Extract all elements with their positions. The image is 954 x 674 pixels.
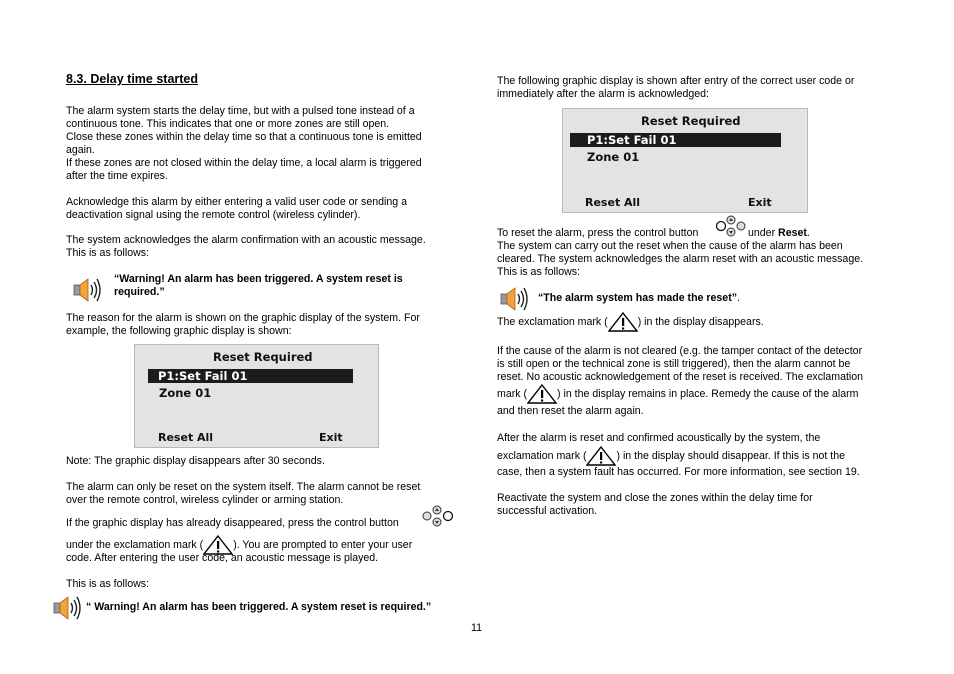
paragraph-display-shown [497,75,854,101]
text-line: This is as follows: [66,247,150,259]
text-fragment: . [806,227,810,239]
paragraph-mark-remains [497,384,859,404]
text-line: example, the following graphic display is shown: [66,325,292,337]
text-line: The alarm can only be reset on the system itself. The alarm cannot be reset [66,481,421,493]
text-line: Reactivate the system and close the zones within the delay time for [497,492,813,504]
text-line: successful activation. [497,505,598,517]
lcd-selected-line: P1:Set Fail 01 [570,133,781,147]
control-button-icon [422,505,454,527]
text-line: cleared. The system acknowledges the alarm reset with an acoustic message. [497,253,864,265]
speaker-icon [499,285,533,313]
paragraph-as-follows: This is as follows: [66,578,150,590]
page-number: 11 [471,622,482,634]
lcd-title: Reset Required [213,350,313,364]
paragraph-user-code: code. After entering the user code, an acoustic message is played. [66,552,379,564]
text-line: The following graphic display is shown after entry of the correct user code or [497,75,855,87]
paragraph-reason [66,312,420,338]
text-fragment: ) in the display should disappear. If this is not the [616,450,845,462]
reset-message [538,292,740,305]
lcd-selected-line: P1:Set Fail 01 [148,369,353,383]
section-heading: 8.3. Delay time started [66,72,199,86]
text-line: If the cause of the alarm is not cleared (e.g. the tamper contact of the detector [497,345,863,357]
warning-message-2: “ Warning! An alarm has been triggered. A system reset is required.” [86,601,432,613]
text-fragment: exclamation mark ( [497,450,587,462]
text-fragment: ). You are prompted to enter your user [233,538,413,551]
paragraph-reset-instruction [497,227,698,240]
paragraph-reactivate [497,492,813,518]
lcd-exit-label: Exit [748,196,772,209]
lcd-zone-line: Zone 01 [159,386,212,400]
paragraph-reset-only [66,481,420,507]
text-line: The system can carry out the reset when the cause of the alarm has been [497,240,843,252]
reset-under-label [748,227,810,240]
note-display-timeout: Note: The graphic display disappears after 30 seconds. [66,455,325,467]
text-line: This is as follows: [497,266,581,278]
text-line: is still open or the technical zone is still triggered), then the alarm cannot be [497,358,851,370]
paragraph-system-fault: case, then a system fault has occurred. For more information, see section 19. [497,466,860,478]
paragraph-delay-intro [66,105,422,183]
exclamation-triangle-icon [586,446,616,466]
text-line: again. [66,144,95,156]
text-line: Close these zones within the delay time so that a continuous tone is emitted [66,131,422,143]
paragraph-acoustic [66,234,426,260]
paragraph-acknowledge [66,196,407,222]
text-line: immediately after the alarm is acknowledged: [497,88,709,100]
lcd-reset-all-label: Reset All [585,196,641,209]
text-line: “Warning! An alarm has been triggered. A system reset is [114,273,403,285]
text-line: The alarm system starts the delay time, but with a pulsed tone instead of a [66,105,415,117]
text-line: continuous tone. This indicates that one or more zones are still open. [66,118,390,130]
text-fragment: . [737,292,740,304]
text-line: If these zones are not closed within the delay time, a local alarm is triggered [66,157,422,169]
paragraph-cause-not-cleared [497,345,863,384]
text-fragment: under [748,227,779,239]
paragraph-after-reset: After the alarm is reset and confirmed acoustically by the system, the [497,432,821,444]
exclamation-triangle-icon [608,312,638,332]
lcd-reset-all-label: Reset All [158,431,214,444]
paragraph-should-disappear [497,446,845,466]
paragraph-reset-cleared [497,240,863,279]
lcd-display [562,108,808,213]
text-fragment: The exclamation mark ( [497,316,608,328]
text-line: required.” [114,286,165,298]
paragraph-display-disappeared: If the graphic display has already disappeared, press the control button [66,517,399,529]
text-fragment: under the exclamation mark ( [66,538,204,551]
text-line: The reason for the alarm is shown on the graphic display of the system. For [66,312,420,324]
text-line: deactivation signal using the remote control (wireless cylinder). [66,209,361,221]
speaker-icon [72,276,106,304]
lcd-display [134,344,379,448]
lcd-title: Reset Required [641,114,741,128]
text-fragment: To reset the alarm, press the control button [497,227,699,239]
text-line: over the remote control, wireless cylinder or arming station. [66,494,344,506]
warning-message-1 [114,273,403,299]
text-fragment: mark ( [497,388,528,400]
text-line: The system acknowledges the alarm confirmation with an acoustic message. [66,234,426,246]
message-text: “The alarm system has made the reset” [538,292,738,304]
text-line: after the time expires. [66,170,168,182]
lcd-exit-label: Exit [319,431,343,444]
exclamation-triangle-icon [527,384,557,404]
paragraph-reset-again: and then reset the alarm again. [497,405,644,417]
lcd-zone-line: Zone 01 [587,150,640,164]
text-line: Acknowledge this alarm by either entering a valid user code or sending a [66,196,407,208]
control-button-icon [716,215,746,237]
paragraph-exclamation-disappears [497,312,764,332]
text-fragment: ) in the display remains in place. Remedy the cause of the alarm [557,388,859,400]
text-fragment: ) in the display disappears. [637,316,764,328]
speaker-icon [52,594,86,622]
text-line: reset. No acoustic acknowledgement of the reset is received. The exclamation [497,371,864,383]
reset-keyword: Reset [778,227,807,239]
